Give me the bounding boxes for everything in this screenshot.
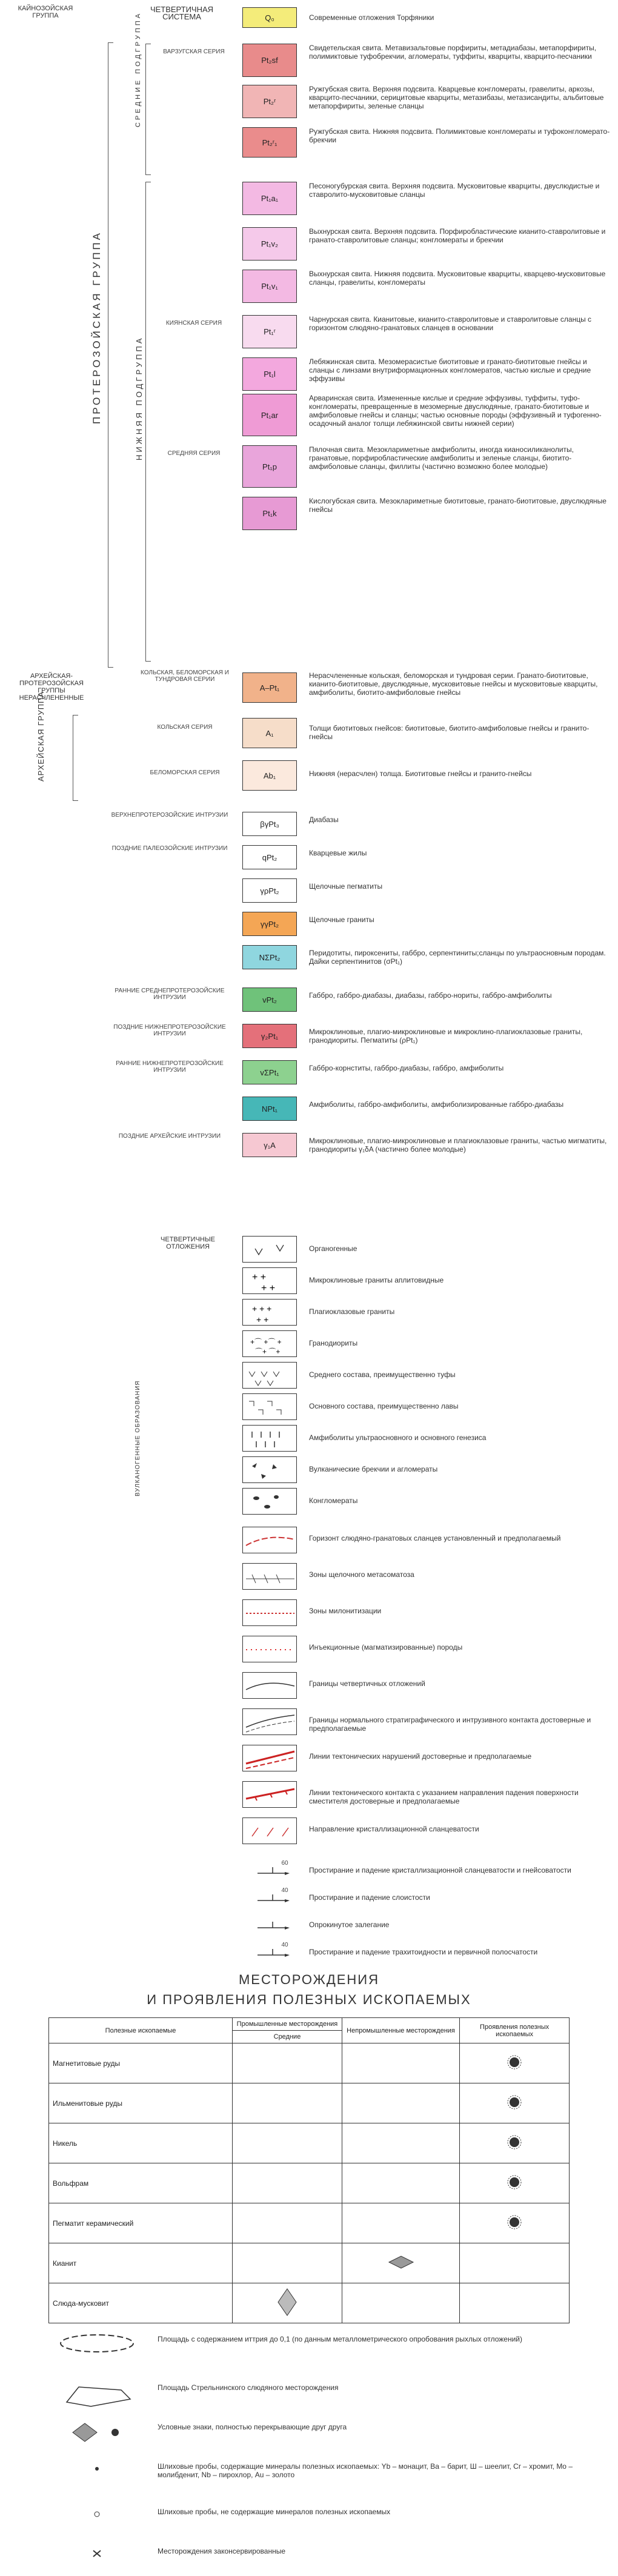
intrusion-group-label: ПОЗДНИЕ ПАЛЕОЗОЙСКИЕ ИНТРУЗИИ: [111, 845, 228, 852]
legend-swatch: Pt₁ʳ: [242, 315, 297, 348]
cell: [233, 2163, 342, 2203]
svg-text:⌒+ ⌒+: ⌒+ ⌒+: [255, 1347, 281, 1356]
lower-brace: [145, 182, 151, 662]
legend-desc: Арваринская свита. Измененные кислые и средние эффузивы, туффиты, туфо-конгломераты, превращенные в мезомерные двуслюдяные, гранато-биотитовые и амфиболовые гнейсы и сланцы; частью основные породы (эффузивный и туфогенно-осадочный аналог толщи лебяжинской свиты нижней серии): [309, 394, 602, 428]
legend-swatch: Pt₂sf: [242, 44, 297, 77]
table-row: [49, 2123, 570, 2163]
dip-angle-label: 40: [281, 1887, 288, 1894]
legend-desc: Площадь с содержанием иттрия до 0,1 (по данным металлометрического опробования рыхлых отложений): [158, 2335, 522, 2343]
legend-desc: Габбро-корнститы, габбро-диабазы, габбро, амфиболиты: [309, 1064, 504, 1072]
overturned-icon: [248, 1914, 297, 1935]
legend-swatch: vPt₂: [242, 988, 297, 1012]
normal-contact-line: [242, 1708, 297, 1735]
legend-swatch: Pt₂ʳ₁: [242, 127, 297, 158]
table-row: [49, 2283, 570, 2323]
legend-desc: Линии тектонического контакта с указанием направления падения поверхности сместителя достоверные и предполагаемые: [309, 1788, 579, 1805]
legend-desc: Микроклиновые, плагио-микроклиновые и микроклино-плагиоклазовые граниты, гранодиориты. Пегматиты (ρPt₁): [309, 1027, 583, 1044]
th-medium: Средние: [233, 2031, 342, 2043]
granodiorite-sym: [242, 1330, 297, 1357]
deposits-subtitle: И ПРОЯВЛЕНИЯ ПОЛЕЗНЫХ ИСКОПАЕМЫХ: [147, 1992, 471, 2007]
legend-swatch: γ₁A: [242, 1133, 297, 1157]
schlich-none-icon: [55, 2505, 139, 2526]
legend-desc: Лебяжинская свита. Мезомерасистые биотитовые и гранато-биотитовые гнейсы и сланцы с линзами внутриформационных конгломератов, частью кислые и средние эффузивы: [309, 357, 591, 383]
volcanic-group-label: ВУЛКАНОГЕННЫЕ ОБРАЗОВАНИЯ: [135, 1380, 141, 1496]
legend-desc: Конгломераты: [309, 1496, 358, 1505]
legend-desc: Основного состава, преимущественно лавы: [309, 1402, 459, 1410]
cenozoic-group-label: КАЙНОЗОЙСКАЯ ГРУППА: [18, 5, 73, 19]
legend-desc: Щелочные пегматиты: [309, 882, 383, 891]
archean-series-label: БЕЛОМОРСКАЯ СЕРИЯ: [150, 769, 220, 776]
intrusion-group-label: РАННИЕ НИЖНЕПРОТЕРОЗОЙСКИЕ ИНТРУЗИИ: [116, 1060, 224, 1074]
cell: [233, 2243, 342, 2283]
quaternary-system-label: ЧЕТВЕРТИЧНАЯ СИСТЕМА: [150, 5, 214, 21]
legend-desc: Толщи биотитовых гнейсов: биотитовые, биотито-амфиболовые гнейсы и гранито-гнейсы: [309, 724, 590, 741]
table-row: [49, 2203, 570, 2243]
legend-swatch: Q₀: [242, 7, 297, 28]
deposit-symbol-icon: [505, 2145, 523, 2153]
quaternary-boundary-line: [242, 1672, 297, 1699]
series-label: КИЯНСКАЯ СЕРИЯ: [165, 320, 222, 327]
svg-text:+ + +: + + +: [252, 1304, 272, 1313]
legend-swatch: Pt₁v₁: [242, 270, 297, 303]
cell: [233, 2123, 342, 2163]
legend-swatch: Pt₁a₁: [242, 182, 297, 215]
intrusion-group-label: ВЕРХНЕПРОТЕРОЗОЙСКИЕ ИНТРУЗИИ: [111, 812, 228, 818]
cell: [233, 2043, 342, 2083]
archean-brace: [73, 715, 78, 801]
upper-brace: [145, 44, 151, 175]
legend-desc: Направление кристаллизационной сланцеватости: [309, 1825, 479, 1833]
legend-swatch: Pt₁k: [242, 497, 297, 530]
archean-proterozoic-group: АРХЕЙСКАЯ-ПРОТЕРОЗОЙСКАЯ ГРУППЫ НЕРАСЧЛЕНЕННЫЕ: [19, 672, 84, 702]
conglomerate-sym: [242, 1488, 297, 1515]
legend-desc: Свидетельская свита. Метавизальтовые порфириты, метадиабазы, метапорфириты, полимиктовые туфобрекчии, агломераты, туффиты, кварциты, кварцито-песчаники: [309, 44, 597, 61]
legend-desc: Ружгубская свита. Верхняя подсвита. Кварцевые конгломераты, гравелиты, аркозы, кварцито-песчаники, серицитовые кварциты, метазибазы, метазисандиты, альбитовые метапорфириты, зеленые сланцы: [309, 85, 604, 110]
legend-desc: Щелочные граниты: [309, 915, 374, 924]
deposit-symbol-icon: [275, 2311, 299, 2319]
mineral-name: Магнетитовые руды: [49, 2043, 233, 2083]
legend-swatch: γγPt₂: [242, 912, 297, 936]
overlap-signs-icon: [55, 2420, 139, 2451]
th-non-industrial: Непромышленные месторождения: [342, 2018, 459, 2043]
tectonic-line: [242, 1745, 297, 1771]
cell: [342, 2043, 459, 2083]
legend-desc: Зоны щелочного метасоматоза: [309, 1570, 414, 1579]
intrusion-group-label: ПОЗДНИЕ НИЖНЕПРОТЕРОЗОЙСКИЕ ИНТРУЗИИ: [113, 1024, 226, 1037]
th-minerals: Полезные ископаемые: [49, 2018, 233, 2043]
table-row: [49, 2163, 570, 2203]
cell: [460, 2163, 570, 2203]
legend-swatch: qPt₂: [242, 845, 297, 869]
legend-desc: Органогенные: [309, 1244, 357, 1253]
intrusion-group-label: ПОЗДНИЕ АРХЕЙСКИЕ ИНТРУЗИИ: [118, 1133, 221, 1140]
yttrium-area-icon: [55, 2332, 139, 2357]
granite-plus-sym: [242, 1267, 297, 1294]
legend-swatch: Pt₂ʳ: [242, 85, 297, 118]
horizon-line: [242, 1527, 297, 1553]
legend-desc: Выхнурская свита. Верхняя подсвита. Порфиробластические кианито-ставролитовые и гранато-ставролитовые сланцы; конгломераты и брекчии: [309, 227, 606, 244]
mineral-name: Ильменитовые руды: [49, 2083, 233, 2123]
cell: [460, 2203, 570, 2243]
legend-desc: Амфиболиты ультраосновного и основного генезиса: [309, 1433, 487, 1442]
cell: [460, 2043, 570, 2083]
legend-desc: Зоны милонитизации: [309, 1607, 382, 1615]
legend-desc: Опрокинутое залегание: [309, 1920, 390, 1929]
table-row: [49, 2243, 570, 2283]
legend-desc: Границы нормального стратиграфического и интрузивного контакта достоверные и предполагаемые: [309, 1716, 591, 1733]
svg-text:+ +: + +: [261, 1283, 276, 1293]
legend-desc: Гранодиориты: [309, 1339, 358, 1347]
legend-swatch: A–Pt₁: [242, 672, 297, 703]
legend-desc: Вулканические брекчии и агломераты: [309, 1465, 438, 1473]
legend-desc: Линии тектонических нарушений достоверные и предполагаемые: [309, 1752, 532, 1761]
legend-swatch: NPt₁: [242, 1097, 297, 1121]
dip-angle-label: 40: [281, 1942, 288, 1948]
upper-subgroup-label: СРЕДНИЕ ПОДГРУППА: [135, 11, 142, 127]
cell: [460, 2123, 570, 2163]
legend-desc: Современные отложения Торфяники: [309, 13, 434, 22]
legend-desc: Шлиховые пробы, содержащие минералы полезных ископаемых: Yb – монацит, Ba – барит, Ш – шеелит, Cr – хромит, Mo – молибденит, Nb – пирохлор, Au – золото: [158, 2462, 573, 2479]
cell: [233, 2283, 342, 2323]
legend-desc: Микроклиновые граниты аплитовидные: [309, 1276, 444, 1284]
legend-swatch: NΣPt₂: [242, 945, 297, 969]
mineral-name: Слюда-мусковит: [49, 2283, 233, 2323]
legend-desc: Диабазы: [309, 815, 339, 824]
legend-desc: Шлиховые пробы, не содержащие минералов полезных ископаемых: [158, 2508, 391, 2516]
legend-desc: Простирание и падение кристаллизационной сланцеватости и гнейсоватости: [309, 1866, 571, 1874]
legend-desc: Плагиоклазовые граниты: [309, 1307, 395, 1316]
legend-desc: Микроклиновые, плагио-микроклиновые и плагиоклазовые граниты, частью мигматиты, гранодиориты γ₁δA (частично более молодые): [309, 1137, 607, 1154]
mineral-name: Вольфрам: [49, 2163, 233, 2203]
legend-desc: Простирание и падение слоистости: [309, 1893, 430, 1902]
legend-swatch: Pt₁l: [242, 357, 297, 391]
series-label: СРЕДНЯЯ СЕРИЯ: [167, 450, 221, 457]
deposit-symbol-icon: [505, 2105, 523, 2113]
quaternary-deposits-label: ЧЕТВЕРТИЧНЫЕ ОТЛОЖЕНИЯ: [161, 1236, 215, 1250]
legend-desc: Нерасчлененные кольская, беломорская и тундровая серии. Гранато-биотитовые, кианито-биотитовые, двуслюдяные, мусковитовые гнейсы и мусковитовые кварциты, амфиболиты, биотито-амфиболовые гнейсы: [309, 671, 598, 697]
amphibolite-sym: [242, 1425, 297, 1452]
cell: [460, 2283, 570, 2323]
legend-desc: Месторождения законсервированные: [158, 2547, 286, 2555]
plagiogranite-sym: [242, 1299, 297, 1326]
legend-desc: Пялочная свита. Мезоклариметные амфиболиты, иногда кианосиликанолиты, гранатовые, порфиробластические амфиболиты и зеленые сланцы, биотито-амфиболовые сланцы, филлиты (частично возможно более молодые): [309, 445, 574, 471]
cell: [342, 2243, 459, 2283]
cell: [233, 2083, 342, 2123]
th-shows: Проявления полезных ископаемых: [460, 2018, 570, 2043]
legend-desc: Габбро, габбро-диабазы, диабазы, габбро-нориты, габбро-амфиболиты: [309, 991, 552, 1000]
legend-desc: Инъекционные (магматизированные) породы: [309, 1643, 463, 1651]
svg-text:+ +: + +: [256, 1315, 269, 1324]
series-label: ВАРЗУГСКАЯ СЕРИЯ: [163, 48, 225, 55]
schlich-samples-icon: [55, 2460, 139, 2481]
tectonic-contact-line: [242, 1781, 297, 1808]
legend-swatch: γ₂Pt₁: [242, 1024, 297, 1048]
breccia-sym: [242, 1456, 297, 1483]
archean-proterozoic-series: КОЛЬСКАЯ, БЕЛОМОРСКАЯ И ТУНДРОВАЯ СЕРИИ: [141, 669, 229, 683]
archean-group-label: АРХЕЙСКАЯ ГРУППА: [36, 691, 45, 782]
mylonite-line: [242, 1599, 297, 1626]
table-row: [49, 2083, 570, 2123]
deposit-symbol-icon: [386, 2263, 416, 2272]
legend-desc: Горизонт слюдяно-гранатовых сланцев установленный и предполагаемый: [309, 1534, 561, 1542]
deposit-symbol-icon: [505, 2065, 523, 2073]
legend-desc: Кислогубская свита. Мезоклариметные биотитовые, гранато-биотитовые, двуслюдяные гнейсы: [309, 497, 606, 514]
svg-text:+⌒ +⌒ +: +⌒ +⌒ +: [250, 1338, 282, 1346]
legend-swatch: A₁: [242, 718, 297, 748]
legend-desc: Выхнурская свита. Нижняя подсвита. Мусковитовые кварциты, кварцево-мусковитовые сланцы, гравелиты, конгломераты: [309, 270, 606, 287]
legend-swatch: vΣPt₁: [242, 1060, 297, 1084]
deposits-title: МЕСТОРОЖДЕНИЯ: [238, 1972, 379, 1987]
organic-sym: [242, 1236, 297, 1263]
mineral-name: Кианит: [49, 2243, 233, 2283]
cell: [460, 2083, 570, 2123]
injection-line: [242, 1636, 297, 1662]
cell: [233, 2203, 342, 2243]
legend-desc: Амфиболиты, габбро-амфиболиты, амфиболизированные габбро-диабазы: [309, 1100, 564, 1109]
th-industrial: Промышленные месторождения: [233, 2018, 342, 2031]
legend-desc: Простирание и падение трахитоидности и первичной полосчатости: [309, 1948, 538, 1956]
conserved-icon: [55, 2544, 139, 2566]
cell: [342, 2123, 459, 2163]
cell: [342, 2163, 459, 2203]
legend-desc: Нижняя (нерасчлен) толща. Биотитовые гнейсы и гранито-гнейсы: [309, 769, 532, 778]
intrusion-group-label: РАННИЕ СРЕДНЕПРОТЕРОЗОЙСКИЕ ИНТРУЗИИ: [115, 988, 225, 1001]
deposits-table: [48, 2017, 570, 2323]
legend-swatch: Pt₁v₂: [242, 227, 297, 261]
legend-desc: Границы четвертичных отложений: [309, 1679, 425, 1688]
cell: [342, 2283, 459, 2323]
legend-desc: Песоногубурская свита. Верхняя подсвита. Мусковитовые кварциты, двуслюдистые и ставролито-мусковитовые сланцы: [309, 182, 600, 199]
proterozoic-group-label: ПРОТЕРОЗОЙСКАЯ ГРУППА: [91, 230, 102, 424]
legend-desc: Среднего состава, преимущественно туфы: [309, 1370, 456, 1379]
cell: [342, 2083, 459, 2123]
table-row: [49, 2043, 570, 2083]
deposit-symbol-icon: [505, 2185, 523, 2193]
legend-swatch: γρPt₂: [242, 878, 297, 903]
legend-swatch: Ab₁: [242, 760, 297, 791]
alkaline-meta-line: [242, 1563, 297, 1590]
legend-swatch: βγPt₃: [242, 812, 297, 836]
legend-swatch: Pt₁ar: [242, 394, 297, 436]
legend-desc: Перидотиты, пироксениты, габбро, серпентиниты;сланцы по ультраосновным породам. Дайки серпентинитов (σPt₁): [309, 949, 606, 966]
dip-angle-label: 60: [281, 1860, 288, 1867]
legend-desc: Кварцевые жилы: [309, 849, 367, 857]
svg-text:+ +: + +: [252, 1272, 267, 1283]
mineral-name: Никель: [49, 2123, 233, 2163]
cell: [460, 2243, 570, 2283]
legend-desc: Чарнурская свита. Кианитовые, кианито-ставролитовые и ставролитовые сланцы с горизонтом слюдяно-гранатовых сланцев в основании: [309, 315, 592, 332]
archean-series-label: КОЛЬСКАЯ СЕРИЯ: [157, 724, 213, 731]
cell: [342, 2203, 459, 2243]
proterozoic-brace: [108, 42, 113, 668]
legend-swatch: Pt₁p: [242, 445, 297, 488]
deposit-area-icon: [55, 2381, 139, 2412]
legend-desc: Площадь Стрельнинского слюдяного месторождения: [158, 2383, 339, 2392]
lower-subgroup-label: НИЖНЯЯ ПОДГРУППА: [135, 336, 144, 460]
intermediate-sym: [242, 1362, 297, 1389]
basic-sym: [242, 1393, 297, 1420]
legend-desc: Ружгубская свита. Нижняя подсвита. Полимиктовые конгломераты и туфоконгломерато-брекчии: [309, 127, 610, 144]
legend-desc: Условные знаки, полностью перекрывающие друг друга: [158, 2423, 347, 2431]
schistosity-line: [242, 1817, 297, 1844]
mineral-name: Пегматит керамический: [49, 2203, 233, 2243]
deposit-symbol-icon: [505, 2225, 523, 2233]
